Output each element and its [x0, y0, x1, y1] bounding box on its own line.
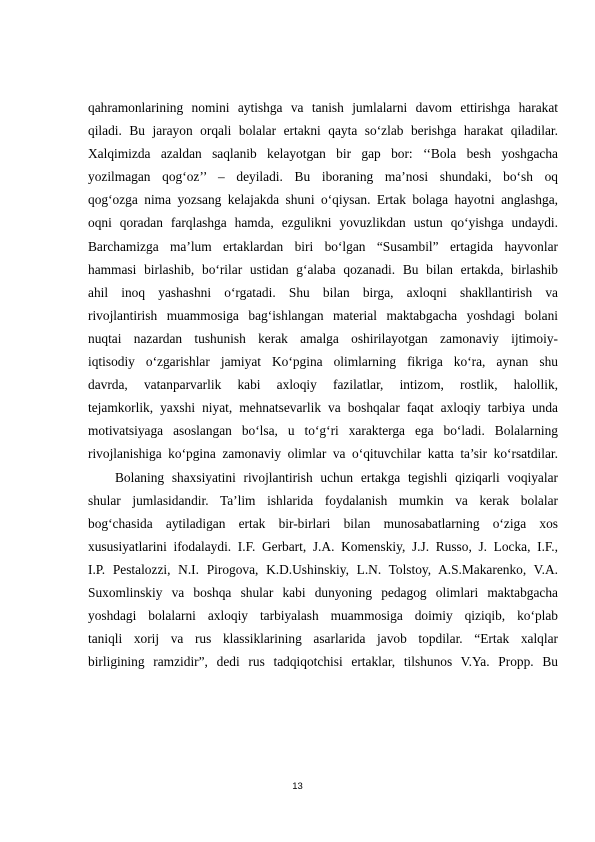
text-line: rivojlantirish muammosiga bag‘ishlangan material maktabgacha yoshdagi bolani: [88, 307, 558, 323]
text-line: rivojlanishiga ko‘pgina zamonaviy olimlar va o‘qituvchilar katta ta’sir ko‘rsatdilar.: [88, 446, 558, 462]
text-line: xususiyatlarini ifodalaydi. I.F. Gerbart, J.A. Komenskiy, J.J. Russo, J. Locka, I.F.,: [88, 538, 558, 554]
body-text: [88, 96, 558, 673]
text-line: motivatsiyaga asoslangan bo‘lsa, u to‘g‘ri xarakterga ega bo‘ladi. Bolalarning: [88, 423, 558, 439]
text-line: tejamkorlik, yaxshi niyat, mehnatsevarlik va boshqalar faqat axloqiy tarbiya unda: [88, 400, 558, 416]
text-line: qiladi. Bu jarayon orqali bolalar ertakni qayta so‘zlab berishga harakat qiladilar.: [88, 123, 558, 139]
text-line: hammasi birlashib, bo‘rilar ustidan g‘alaba qozanadi. Bu bilan ertakda, birlashib: [88, 261, 558, 277]
text-line: yozilmagan qog‘oz’’ – deyiladi. Bu iboraning ma’nosi shundaki, bo‘sh oq: [88, 169, 558, 185]
text-line: yoshdagi bolalarni axloqiy tarbiyalash muammosiga doimiy qiziqib, ko‘plab: [88, 608, 558, 624]
text-line: davrda, vatanparvarlik kabi axloqiy fazilatlar, intizom, rostlik, halollik,: [88, 377, 558, 393]
text-line: Suxomlinskiy va boshqa shular kabi dunyoning pedagog olimlari maktabgacha: [88, 584, 558, 600]
text-line: Xalqimizda azaldan saqlanib kelayotgan bir gap bor: ‘‘Bola besh yoshgacha: [88, 146, 558, 162]
text-line: oqni qoradan farqlashga hamda, ezgulikni yovuzlikdan ustun qo‘yishga undaydi.: [88, 215, 558, 231]
text-line: qog‘ozga nima yozsang kelajakda shuni o‘qiysan. Ertak bolaga hayotni anglashga,: [88, 192, 558, 208]
text-line: qahramonlarining nomini aytishga va tanish jumlalarni davom ettirishga harakat: [88, 100, 558, 115]
text-line: bog‘chasida aytiladigan ertak bir-birlari bilan munosabatlarning o‘ziga xos: [88, 515, 558, 531]
page-number: 13: [292, 781, 303, 792]
text-line: Barchamizga ma’lum ertaklardan biri bo‘lgan “Susambil” ertagida hayvonlar: [88, 238, 558, 254]
paragraph: [88, 96, 558, 466]
text-line: ahil inoq yashashni o‘rgatadi. Shu bilan birga, axloqni shakllantirish va: [88, 284, 558, 300]
text-line: birligining ramzidir”, dedi rus tadqiqotchisi ertaklar, tilshunos V.Ya. Propp. Bu: [88, 654, 558, 670]
text-line: iqtisodiy o‘zgarishlar jamiyat Ko‘pgina olimlarning fikriga ko‘ra, aynan shu: [88, 354, 558, 370]
text-line: nuqtai nazardan tushunish kerak amalga oshirilayotgan zamonaviy ijtimoiy-: [88, 330, 558, 346]
text-line: I.P. Pestalozzi, N.I. Pirogova, K.D.Ushinskiy, L.N. Tolstoy, A.S.Makarenko, V.A.: [88, 561, 558, 577]
text-line: Bolaning shaxsiyatini rivojlantirish uchun ertakga tegishli qiziqarli voqiyalar: [115, 469, 558, 485]
paragraph: [88, 466, 558, 674]
text-line: taniqli xorij va rus klassiklarining asarlarida javob topdilar. “Ertak xalqlar: [88, 631, 558, 647]
text-line: shular jumlasidandir. Ta’lim ishlarida foydalanish mumkin va kerak bolalar: [88, 492, 558, 508]
